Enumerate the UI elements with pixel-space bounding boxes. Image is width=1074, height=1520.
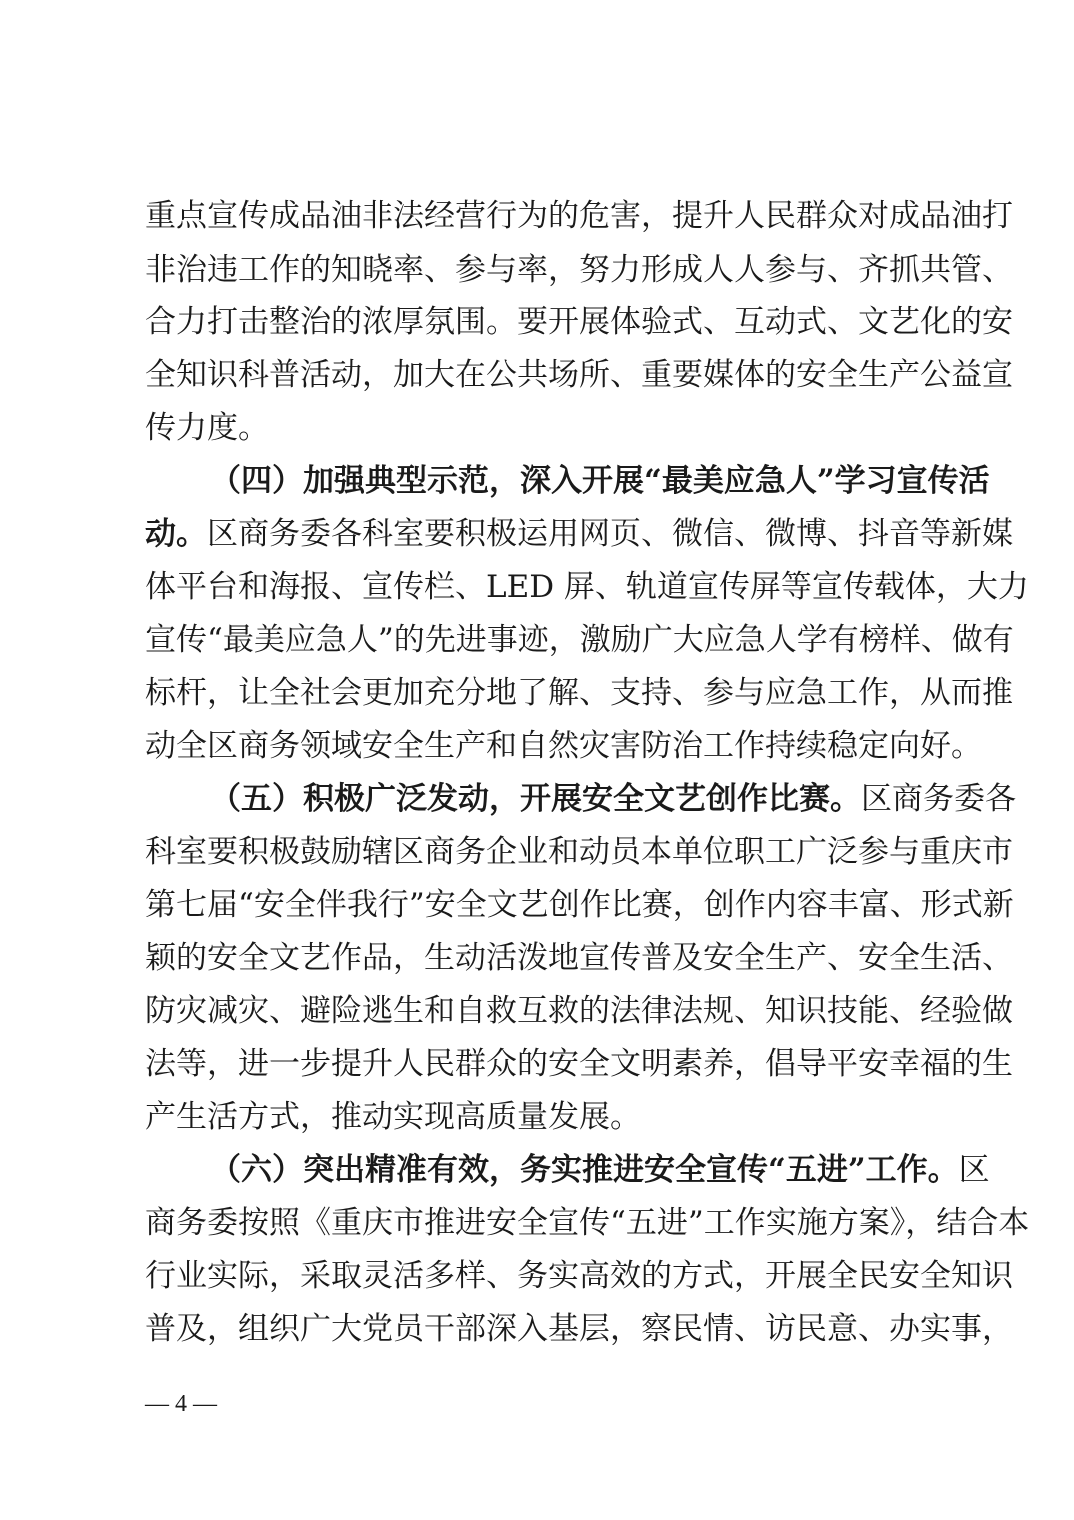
page-number: — 4 —	[145, 1391, 217, 1417]
section-heading-line	[210, 461, 990, 501]
paragraph-line	[145, 726, 982, 766]
paragraph-line	[145, 1044, 1013, 1084]
paragraph-line	[145, 885, 1014, 925]
text-segment: 防灾减灾、避险逃生和自救互救的法律法规、知识技能、经验做	[145, 993, 1013, 1029]
paragraph-line	[145, 1309, 1013, 1349]
text-segment: 第七届“安全伴我行”安全文艺创作比赛，创作内容丰富、形式新	[145, 887, 1014, 923]
text-segment: 普及，组织广大党员干部深入基层，察民情、访民意、办实事，	[145, 1311, 1013, 1347]
text-segment: 非治违工作的知晓率、参与率，努力形成人人参与、齐抓共管、	[145, 252, 1013, 288]
paragraph-line	[145, 250, 1013, 290]
text-segment: 动全区商务领域安全生产和自然灾害防治工作持续稳定向好。	[145, 728, 982, 764]
paragraph-line	[145, 938, 1013, 978]
section-heading-line	[210, 779, 1016, 819]
text-segment: 商务委按照《重庆市推进安全宣传“五进”工作实施方案》，结合本	[145, 1205, 1030, 1241]
section-heading: （四）加强典型示范，深入开展“最美应急人”学习宣传活	[210, 463, 990, 499]
section-heading: 动。	[145, 516, 207, 552]
paragraph-line	[145, 991, 1013, 1031]
text-segment: 标杆，让全社会更加充分地了解、支持、参与应急工作，从而推	[145, 675, 1013, 711]
paragraph-line	[145, 1256, 1013, 1296]
text-segment: 产生活方式，推动实现高质量发展。	[145, 1099, 641, 1135]
section-heading-line	[210, 1150, 990, 1190]
text-segment: 全知识科普活动，加大在公共场所、重要媒体的安全生产公益宣	[145, 357, 1013, 393]
paragraph-line	[145, 567, 1029, 607]
text-segment: 重点宣传成品油非法经营行为的危害，提升人民群众对成品油打	[145, 198, 1013, 234]
paragraph-line	[145, 302, 1013, 342]
paragraph-line	[145, 832, 1013, 872]
paragraph-line	[145, 514, 1013, 554]
text-segment: 法等，进一步提升人民群众的安全文明素养，倡导平安幸福的生	[145, 1046, 1013, 1082]
paragraph-line	[145, 196, 1013, 236]
text-segment: 宣传“最美应急人”的先进事迹，激励广大应急人学有榜样、做有	[145, 622, 1014, 658]
section-heading: （五）积极广泛发动，开展安全文艺创作比赛。	[210, 781, 861, 817]
text-segment: 合力打击整治的浓厚氛围。要开展体验式、互动式、文艺化的安	[145, 304, 1013, 340]
text-segment: 区	[958, 1152, 990, 1188]
paragraph-line	[145, 620, 1014, 660]
text-segment: 区商务委各	[861, 781, 1016, 817]
text-segment: 体平台和海报、宣传栏、LED 屏、轨道宣传屏等宣传载体，大力	[145, 569, 1029, 605]
text-segment: 行业实际，采取灵活多样、务实高效的方式，开展全民安全知识	[145, 1258, 1013, 1294]
text-segment: 传力度。	[145, 410, 269, 446]
paragraph-line	[145, 408, 941, 448]
section-heading: （六）突出精准有效，务实推进安全宣传“五进”工作。	[210, 1152, 959, 1188]
paragraph-line	[145, 1097, 941, 1137]
text-segment: 区商务委各科室要积极运用网页、微信、微博、抖音等新媒	[207, 516, 1013, 552]
paragraph-line	[145, 1203, 1030, 1243]
text-segment: 颖的安全文艺作品，生动活泼地宣传普及安全生产、安全生活、	[145, 940, 1013, 976]
paragraph-line	[145, 673, 1013, 713]
text-segment: 科室要积极鼓励辖区商务企业和动员本单位职工广泛参与重庆市	[145, 834, 1013, 870]
paragraph-line	[145, 355, 1013, 395]
